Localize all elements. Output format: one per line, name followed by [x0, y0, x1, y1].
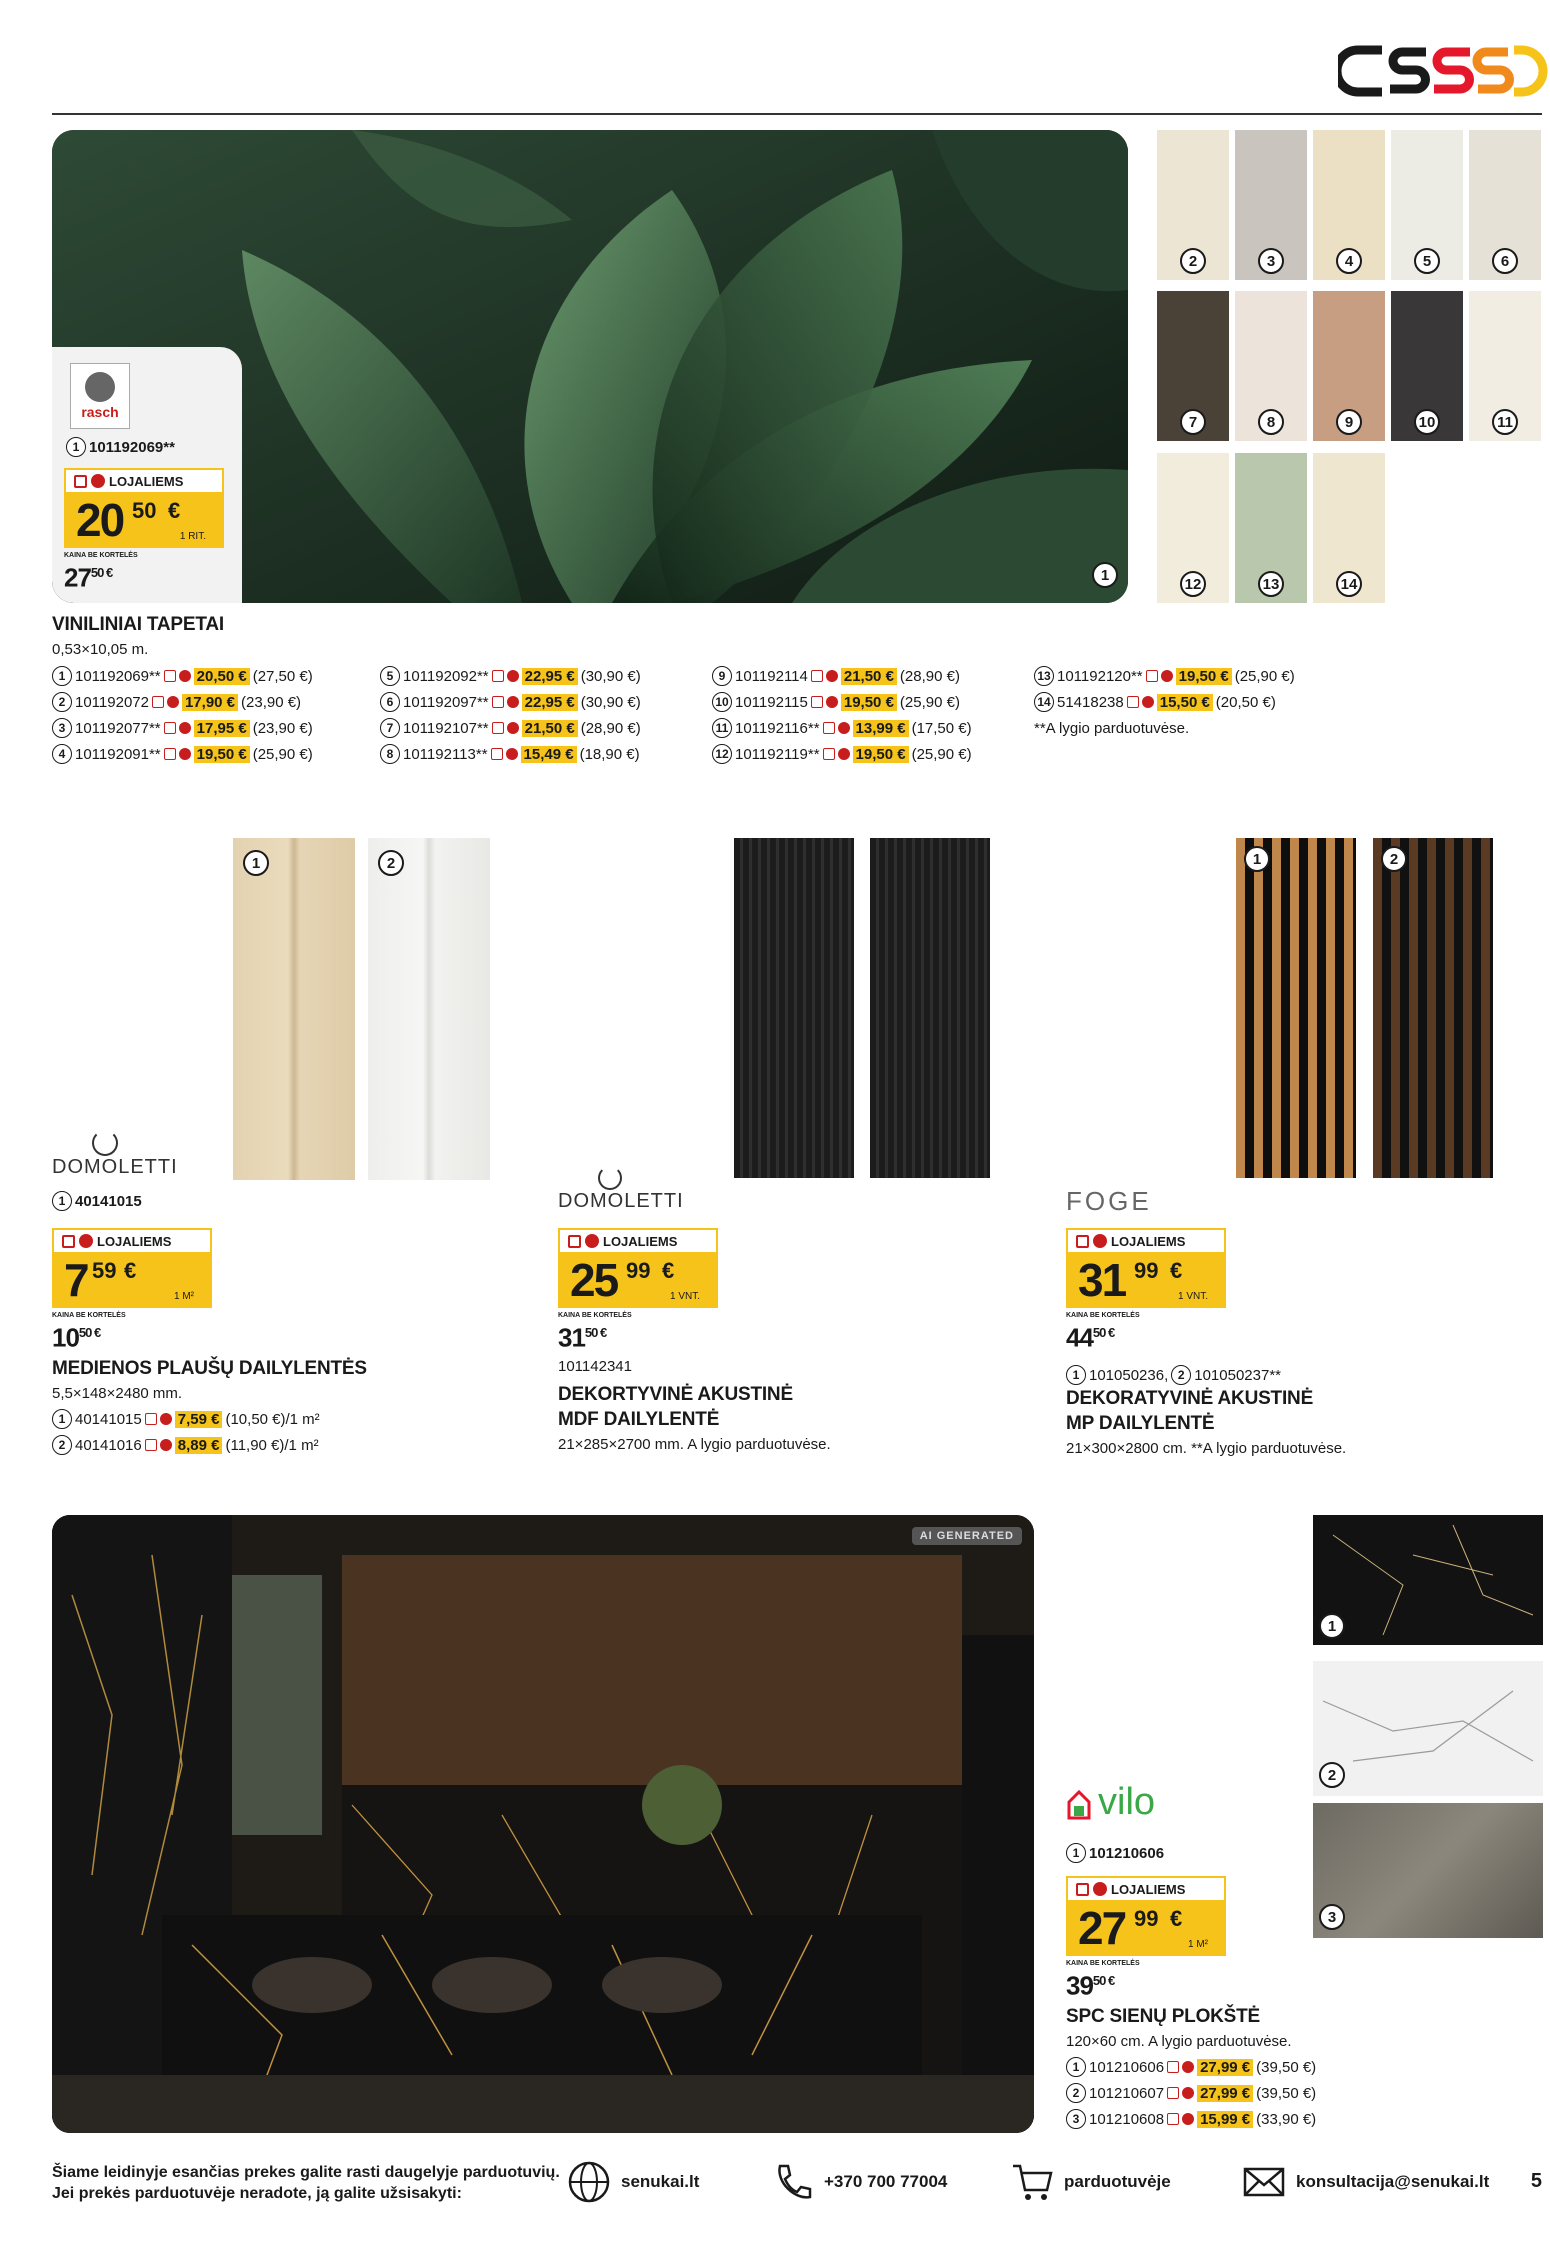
phone-icon [770, 2160, 814, 2204]
acoustic-mp-title-2: MP DAILYLENTĖ [1066, 1413, 1215, 1434]
swatch-6: 6 [1469, 130, 1541, 280]
hero-number-badge: 1 [1092, 562, 1118, 588]
swatch-7: 7 [1157, 291, 1229, 441]
mdf-panel-1: 1 [233, 838, 355, 1180]
acoustic-mdf-code: 101142341 [558, 1358, 632, 1375]
list-item: 1 40141015 7,59 € (10,50 €)/1 m² [52, 1406, 320, 1432]
wallpaper-list-col-1 [52, 663, 313, 767]
list-item: 2 101192072 17,90 € (23,90 €) [52, 689, 313, 715]
wallpaper-hero-image [52, 130, 1128, 603]
wallpaper-size: 0,53×10,05 m. [52, 641, 149, 658]
swatch-12: 12 [1157, 453, 1229, 603]
list-item: 3 101192077** 17,95 € (23,90 €) [52, 715, 313, 741]
spc-featured-code: 101210606 [1089, 1844, 1165, 1862]
swatch-3: 3 [1235, 130, 1307, 280]
footer-text-1: Šiame leidinyje esančias prekes galite rasti daugelyje parduotuvių. [52, 2164, 560, 2181]
acoustic-mp-title-1: DEKORATYVINĖ AKUSTINĖ [1066, 1388, 1314, 1409]
spc-tile-3: 3 [1313, 1803, 1543, 1938]
rasch-brand-logo: rasch [70, 363, 130, 429]
domoletti-logo: DOMOLETTI [52, 1130, 178, 1179]
mdf-featured-code: 40141015 [75, 1192, 142, 1210]
list-item: 7 101192107** 21,50 € (28,90 €) [380, 715, 641, 741]
swatch-10: 10 [1391, 291, 1463, 441]
footer-store-link[interactable]: parduotuvėje [1010, 2160, 1171, 2204]
list-item: 3 101210608 15,99 € (33,90 €) [1066, 2106, 1316, 2132]
list-item: 8 101192113** 15,49 € (18,90 €) [380, 741, 641, 767]
acoustic-mp-panel-1: 1 [1236, 838, 1356, 1178]
footer-web-link[interactable]: senukai.lt [567, 2160, 699, 2204]
list-item: 9 101192114 21,50 € (28,90 €) [712, 663, 972, 689]
list-item: 2 40141016 8,89 € (11,90 €)/1 m² [52, 1432, 320, 1458]
list-item: 6 101192097** 22,95 € (30,90 €) [380, 689, 641, 715]
mail-icon [1242, 2160, 1286, 2204]
list-item: 4 101192091** 19,50 € (25,90 €) [52, 741, 313, 767]
swatch-4: 4 [1313, 130, 1385, 280]
wallpaper-price-box: LOJALIEMS 20 50 € 1 RIT. KAINA BE KORTELĖS $27^{50 €}$ [64, 468, 224, 592]
wallpaper-list-col-3 [712, 663, 972, 767]
domoletti-logo-2: DOMOLETTI [558, 1166, 684, 1213]
wallpaper-number-badge: 1 [66, 437, 86, 457]
spc-title: SPC SIENŲ PLOKŠTĖ [1066, 2006, 1261, 2027]
foge-logo: FOGE [1066, 1186, 1152, 1216]
wallpaper-note: **A lygio parduotuvėse. [1034, 719, 1190, 737]
list-item: 10 101192115 19,50 € (25,90 €) [712, 689, 972, 715]
wallpaper-title: VINILINIAI TAPETAI [52, 614, 224, 635]
kitchen-image [52, 1515, 1034, 2133]
swatch-9: 9 [1313, 291, 1385, 441]
acoustic-mp-codes: 1 101050236, 2 101050237** [1066, 1362, 1281, 1388]
list-item: 11 101192116** 13,99 € (17,50 €) [712, 715, 972, 741]
acoustic-mdf-title-2: MDF DAILYLENTĖ [558, 1409, 720, 1430]
mdf-title: MEDIENOS PLAUŠŲ DAILYLENTĖS [52, 1358, 367, 1379]
card-icon [74, 475, 87, 488]
mdf-size: 5,5×148×2480 mm. [52, 1385, 183, 1402]
footer [52, 2150, 1542, 2220]
spc-price-box: LOJALIEMS 27 99 € 1 M² KAINA BE KORTELĖS $39^{50 €}$ [1066, 1876, 1226, 2000]
acoustic-mdf-price-box: LOJALIEMS 25 99 € 1 VNT. KAINA BE KORTELĖS $31^{50 €}$ [558, 1228, 718, 1352]
ai-generated-badge: AI GENERATED [912, 1527, 1022, 1545]
list-item: 5 101192092** 22,95 € (30,90 €) [380, 663, 641, 689]
list-item: 1 101210606 27,99 € (39,50 €) [1066, 2054, 1316, 2080]
swatch-8: 8 [1235, 291, 1307, 441]
spc-tile-1: 1 [1313, 1515, 1543, 1645]
wallpaper-list-col-2 [380, 663, 641, 767]
wallpaper-list-col-4 [1034, 663, 1295, 741]
globe-icon [567, 2160, 611, 2204]
acoustic-mp-panel-2: 2 [1373, 838, 1493, 1178]
acoustic-mp-price-box: LOJALIEMS 31 99 € 1 VNT. KAINA BE KORTELĖS $44^{50 €}$ [1066, 1228, 1226, 1352]
list-item: 1 101192069** 20,50 € (27,50 €) [52, 663, 313, 689]
acoustic-mdf-title-1: DEKORTYVINĖ AKUSTINĖ [558, 1384, 793, 1405]
footer-phone-link[interactable]: +370 700 77004 [770, 2160, 947, 2204]
swatch-2: 2 [1157, 130, 1229, 280]
swatch-14: 14 [1313, 453, 1385, 603]
acoustic-mdf-size: 21×285×2700 mm. A lygio parduotuvėse. [558, 1436, 831, 1453]
vilo-logo: vilo [1066, 1784, 1155, 1820]
spc-size: 120×60 cm. A lygio parduotuvėse. [1066, 2033, 1292, 2050]
acoustic-mdf-panel-a [734, 838, 854, 1178]
mdf-price-box: LOJALIEMS 7 59 € 1 M² KAINA BE KORTELĖS $10^{50 €}$ [52, 1228, 212, 1352]
mdf-panel-2: 2 [368, 838, 490, 1180]
cart-icon [1010, 2160, 1054, 2204]
swatch-5: 5 [1391, 130, 1463, 280]
acoustic-mp-size: 21×300×2800 cm. **A lygio parduotuvėse. [1066, 1440, 1347, 1457]
page-number: 5 [1530, 2170, 1542, 2192]
list-item: 2 101210607 27,99 € (39,50 €) [1066, 2080, 1316, 2106]
list-item: 14 51418238 15,50 € (20,50 €) [1034, 689, 1295, 715]
acoustic-mdf-panel-b [870, 838, 990, 1178]
swatch-11: 11 [1469, 291, 1541, 441]
senukai-logo [1338, 40, 1548, 102]
app-icon [91, 474, 105, 488]
header-divider [52, 113, 1542, 115]
list-item: 12 101192119** 19,50 € (25,90 €) [712, 741, 972, 767]
list-item: 13 101192120** 19,50 € (25,90 €) [1034, 663, 1295, 689]
footer-text-2: Jei prekės parduotuvėje neradote, ją galite užsisakyti: [52, 2185, 462, 2202]
wallpaper-featured-code: 101192069** [89, 438, 175, 456]
spc-tile-2: 2 [1313, 1661, 1543, 1796]
swatch-13: 13 [1235, 453, 1307, 603]
footer-email-link[interactable]: konsultacija@senukai.lt [1242, 2160, 1489, 2204]
